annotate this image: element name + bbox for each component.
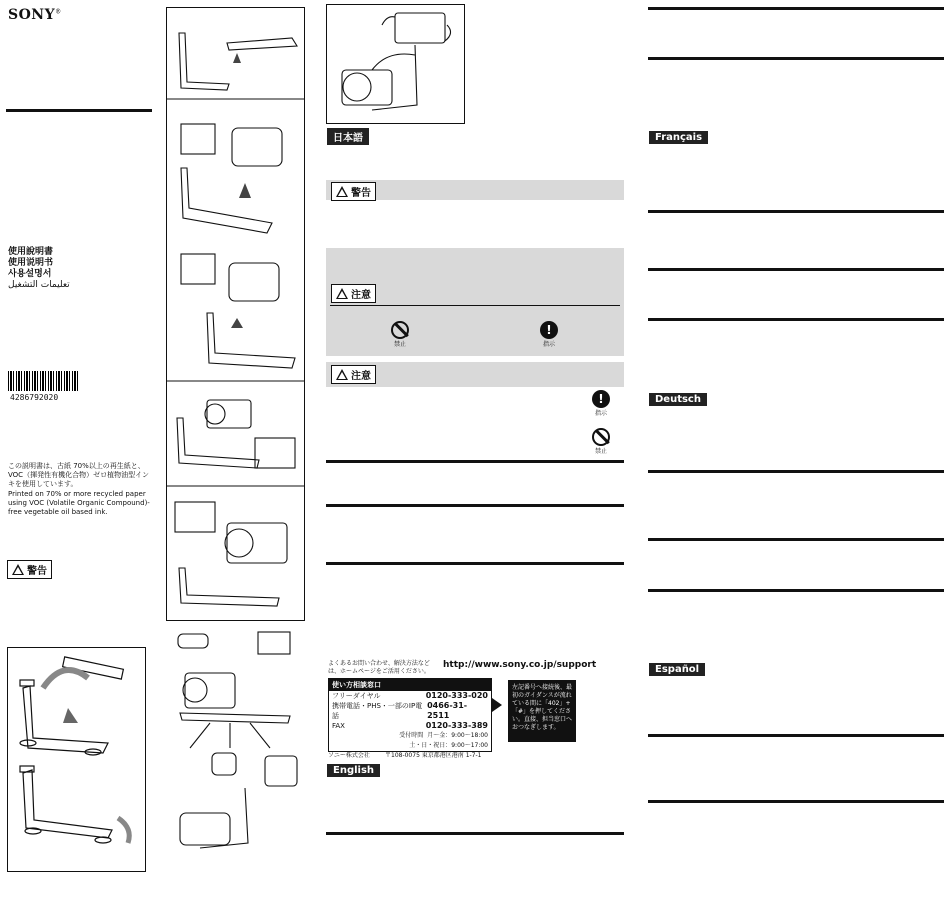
- section-rule: [326, 460, 624, 463]
- title-korean: 사용설명서: [8, 269, 52, 279]
- guidance-box: 左記番号へ接続後、最初のガイダンスが流れている間に「402」+「#」を押してください。直接、担当窓口へおつなぎします。: [508, 680, 576, 742]
- mounting-steps-strip: [166, 7, 305, 621]
- section-rule: [648, 57, 944, 60]
- contact-table: [328, 678, 492, 752]
- prohibit-symbol: 禁止: [391, 321, 409, 348]
- manual-titles: [8, 247, 70, 291]
- exclamation-icon: !: [592, 390, 610, 408]
- recycle-note-ja: この説明書は、古紙 70%以上の再生紙と、VOC（揮発性有機化合物）ゼロ植物油型インキを使用しています。: [8, 462, 150, 488]
- bracket-rotation-illustration: [7, 647, 146, 872]
- warning-triangle-icon: [336, 369, 348, 380]
- warning-triangle-icon: [12, 564, 24, 575]
- warning-label-left: [7, 560, 52, 579]
- company-address: 〒108-0075 東京都港区港南 1-7-1: [385, 752, 482, 759]
- caution-label-1: 注意: [331, 284, 376, 303]
- warning-label-ja: 警告: [331, 182, 376, 201]
- caution-divider: [330, 305, 620, 306]
- support-url[interactable]: http://www.sony.co.jp/support: [443, 660, 597, 670]
- warning-text: 警告: [27, 566, 47, 577]
- section-rule: [648, 470, 944, 473]
- section-rule: [648, 210, 944, 213]
- section-rule: [326, 832, 624, 835]
- barcode-number: 4286792020: [10, 393, 59, 402]
- lang-tag-german: Deutsch: [649, 393, 707, 406]
- section-rule: [326, 562, 624, 565]
- camera-light-illustration: [326, 4, 465, 124]
- contact-row: 携帯電話・PHS・一部のIP電話 0466-31-2511: [332, 701, 468, 720]
- accessory-illustration: [170, 628, 305, 873]
- exclamation-icon: !: [540, 321, 558, 339]
- caution-label-2: 注意: [331, 365, 376, 384]
- lang-tag-french: Français: [649, 131, 708, 144]
- section-rule: [648, 734, 944, 737]
- title-traditional-chinese: 使用說明書: [8, 247, 54, 257]
- section-rule: [648, 538, 944, 541]
- section-rule: [648, 268, 944, 271]
- support-intro: よくあるお問い合わせ、解決方法などは、ホームページをご活用ください。: [328, 660, 430, 675]
- lang-tag-spanish: Español: [649, 663, 705, 676]
- section-rule: [648, 318, 944, 321]
- title-simplified-chinese: 使用说明书: [8, 258, 54, 268]
- recycle-note-en: Printed on 70% or more recycled paper using VOC (Volatile Organic Compound)-free vegetable oil based ink.: [8, 490, 150, 516]
- company-name: ソニー株式会社: [328, 752, 370, 759]
- prohibit-symbol-2: 禁止: [592, 428, 610, 455]
- instruction-symbol: ! 指示: [540, 321, 558, 348]
- lang-tag-english: English: [327, 764, 380, 777]
- contact-table-title: 使い方相談窓口: [329, 679, 491, 691]
- title-arabic: تعليمات التشغيل: [8, 280, 70, 290]
- section-rule: [648, 589, 944, 592]
- warning-triangle-icon: [336, 288, 348, 299]
- arrow-right-icon: [492, 698, 502, 712]
- warning-triangle-icon: [336, 186, 348, 197]
- section-rule: [648, 800, 944, 803]
- barcode: [8, 371, 80, 391]
- sony-logo: SONY®: [8, 7, 62, 23]
- hours-row: 受付時間 月〜金：9:00〜18:00: [399, 732, 488, 739]
- prohibit-icon: [391, 321, 409, 339]
- contact-row: FAX 0120-333-389: [332, 721, 488, 730]
- contact-row: フリーダイヤル 0120-333-020: [332, 691, 488, 700]
- lang-tag-japanese: 日本語: [327, 128, 369, 145]
- hours-row: 土・日・祝日：9:00〜17:00: [409, 742, 488, 749]
- instruction-symbol-2: ! 指示: [592, 390, 610, 417]
- section-rule: [326, 504, 624, 507]
- section-rule: [648, 7, 944, 10]
- prohibit-icon: [592, 428, 610, 446]
- title-rule: [6, 109, 152, 112]
